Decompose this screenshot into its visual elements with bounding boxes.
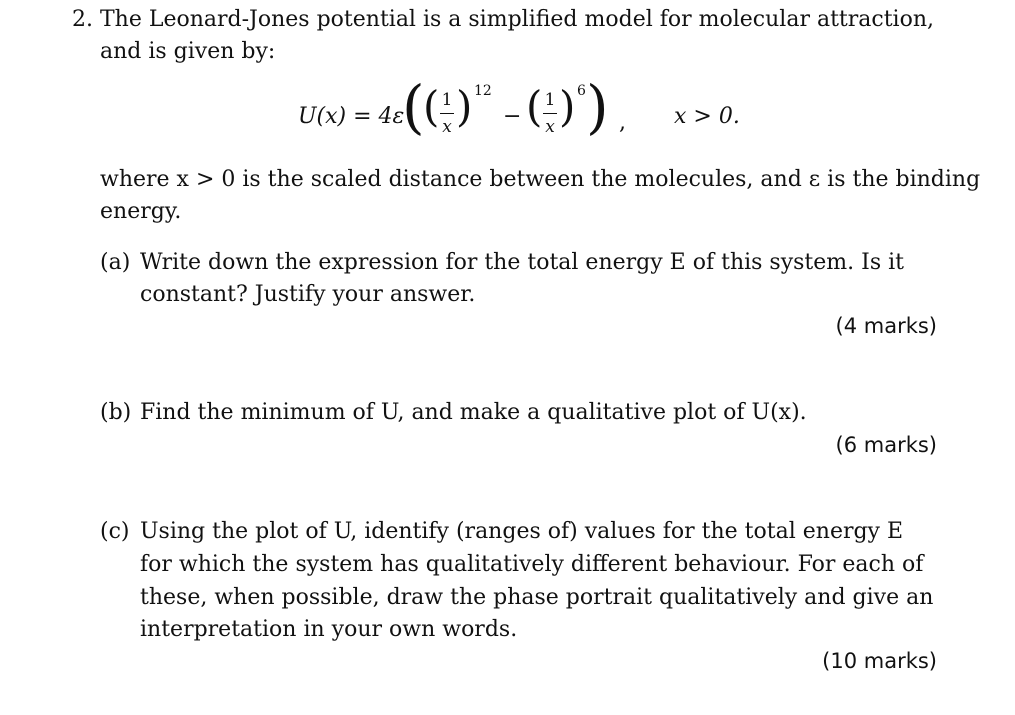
part-c-line-4: interpretation in your own words. bbox=[140, 617, 518, 642]
lennard-jones-equation bbox=[298, 73, 758, 150]
question-number: 2. bbox=[72, 7, 93, 32]
part-c-label: (c) bbox=[100, 519, 130, 544]
fraction-2-numerator: 1 bbox=[544, 90, 556, 110]
part-a-marks: (4 marks) bbox=[835, 314, 937, 338]
inner-left-paren-2: ( bbox=[526, 82, 543, 131]
explanation-line-2: energy. bbox=[100, 199, 182, 224]
inner-right-paren-1: ) bbox=[456, 82, 473, 131]
part-c-line-3: these, when possible, draw the phase portrait qualitatively and give an bbox=[140, 585, 934, 610]
minus-sign: − bbox=[503, 104, 522, 129]
outer-left-paren: ( bbox=[402, 73, 425, 141]
part-a-line-1: Write down the expression for the total energy E of this system. Is it bbox=[140, 250, 904, 275]
fraction-1-numerator: 1 bbox=[441, 90, 453, 110]
part-c-line-2: for which the system has qualitatively different behaviour. For each of bbox=[140, 552, 924, 577]
exponent-6: 6 bbox=[577, 83, 586, 99]
part-c-line-1: Using the plot of U, identify (ranges of) values for the total energy E bbox=[140, 519, 904, 544]
inner-left-paren-1: ( bbox=[423, 82, 440, 131]
part-c-marks: (10 marks) bbox=[822, 649, 937, 673]
inner-right-paren-2: ) bbox=[559, 82, 576, 131]
fraction-2-denominator: x bbox=[545, 117, 555, 137]
intro-line-1: The Leonard-Jones potential is a simplified model for molecular attraction, bbox=[100, 7, 934, 32]
equation-comma: , bbox=[619, 110, 626, 135]
part-b-label: (b) bbox=[100, 400, 132, 425]
outer-right-paren: ) bbox=[586, 73, 609, 141]
exponent-12: 12 bbox=[474, 83, 492, 99]
equation-condition: x > 0. bbox=[674, 104, 740, 129]
part-b-line-1: Find the minimum of U, and make a qualitative plot of U(x). bbox=[140, 400, 807, 425]
equation-lhs: U(x) = 4ε bbox=[298, 104, 405, 129]
part-b-marks: (6 marks) bbox=[835, 433, 937, 457]
intro-line-2: and is given by: bbox=[100, 39, 276, 64]
part-a-label: (a) bbox=[100, 250, 131, 275]
explanation-line-1: where x > 0 is the scaled distance between the molecules, and ε is the binding bbox=[100, 167, 981, 192]
part-a-line-2: constant? Justify your answer. bbox=[140, 282, 476, 307]
fraction-1-denominator: x bbox=[442, 117, 452, 137]
